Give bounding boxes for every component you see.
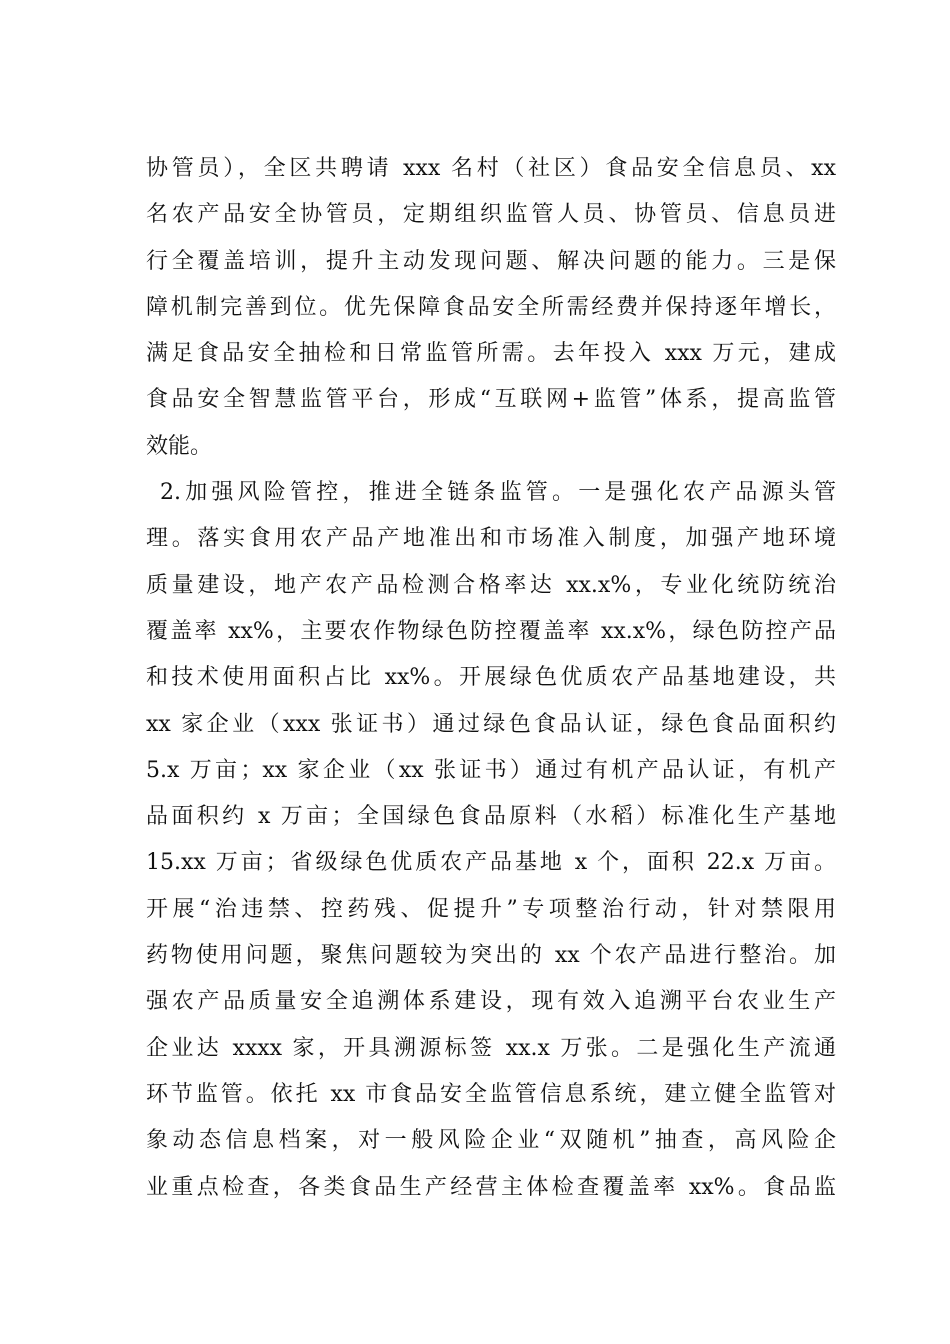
text-line: 企业达 xxxx 家，开具溯源标签 xx.x 万张。二是强化生产流通 bbox=[146, 1035, 836, 1061]
text-line: 行全覆盖培训，提升主动发现问题、解决问题的能力。三是保 bbox=[146, 248, 836, 274]
text-line: 食品安全智慧监管平台，形成“互联网+监管”体系，提高监管 bbox=[146, 387, 836, 413]
text-line: 开展“治违禁、控药残、促提升”专项整治行动，针对禁限用 bbox=[146, 896, 836, 922]
text-line: 协管员），全区共聘请 xxx 名村（社区）食品安全信息员、xx bbox=[146, 156, 836, 181]
text-line: 名农产品安全协管员，定期组织监管人员、协管员、信息员进 bbox=[146, 202, 836, 228]
text-line: 强农产品质量安全追溯体系建设，现有效入追溯平台农业生产 bbox=[146, 989, 836, 1015]
text-line: 和技术使用面积占比 xx%。开展绿色优质农产品基地建设，共 bbox=[146, 665, 836, 691]
text-line: 品面积约 x 万亩；全国绿色食品原料（水稻）标准化生产基地 bbox=[146, 804, 836, 830]
text-line: 象动态信息档案，对一般风险企业“双随机”抽查，高风险企 bbox=[146, 1128, 836, 1154]
text-line: 环节监管。依托 xx 市食品安全监管信息系统，建立健全监管对 bbox=[146, 1081, 836, 1107]
text-line: 满足食品安全抽检和日常监管所需。去年投入 xxx 万元，建成 bbox=[146, 341, 836, 367]
text-line: 效能。 bbox=[146, 433, 213, 459]
text-line: xx 家企业（xxx 张证书）通过绿色食品认证，绿色食品面积约 bbox=[146, 711, 836, 737]
body-text bbox=[146, 146, 836, 1211]
text-line: 5.x 万亩；xx 家企业（xx 张证书）通过有机产品认证，有机产 bbox=[146, 757, 836, 783]
text-line: 质量建设，地产农产品检测合格率达 xx.x%，专业化统防统治 bbox=[146, 572, 836, 598]
section-heading-line: 2.加强风险管控，推进全链条监管。一是强化农产品源头管 bbox=[160, 480, 836, 506]
text-line: 障机制完善到位。优先保障食品安全所需经费并保持逐年增长， bbox=[146, 294, 836, 320]
text-line: 业重点检查，各类食品生产经营主体检查覆盖率 xx%。食品监 bbox=[146, 1174, 836, 1200]
text-line: 理。落实食用农产品产地准出和市场准入制度，加强产地环境 bbox=[146, 526, 836, 552]
text-line: 覆盖率 xx%，主要农作物绿色防控覆盖率 xx.x%，绿色防控产品 bbox=[146, 618, 836, 644]
text-line: 药物使用问题，聚焦问题较为突出的 xx 个农产品进行整治。加 bbox=[146, 943, 836, 969]
text-line: 15.xx 万亩；省级绿色优质农产品基地 x 个，面积 22.x 万亩。 bbox=[146, 850, 836, 876]
